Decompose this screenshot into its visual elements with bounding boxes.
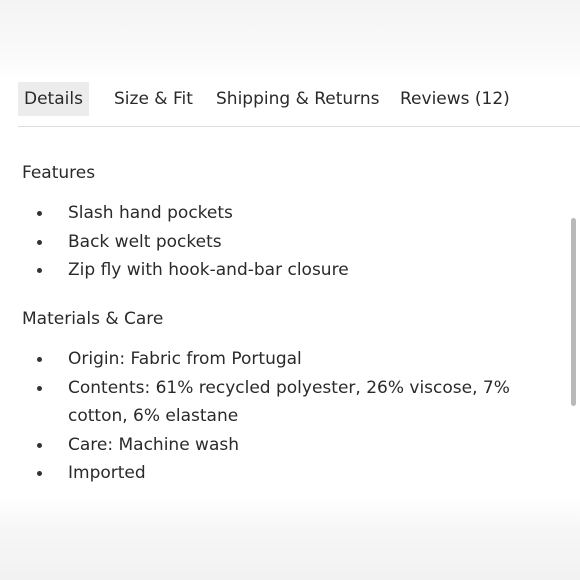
tab-details[interactable]: Details [18, 82, 89, 116]
list-item [0, 431, 568, 460]
materials-care-heading: Materials & Care [22, 309, 164, 329]
bullet-icon [37, 443, 42, 448]
bullet-icon [37, 386, 42, 391]
features-heading: Features [22, 163, 96, 183]
bottom-fade-area [0, 498, 580, 580]
features-list [0, 199, 568, 285]
bullet-icon [37, 211, 42, 216]
list-item [0, 228, 568, 257]
list-item-text: Zip fly with hook-and-bar closure [68, 260, 349, 280]
tab-bar [18, 82, 580, 127]
bullet-icon [37, 268, 42, 273]
bullet-icon [37, 240, 42, 245]
bullet-icon [37, 357, 42, 362]
list-item [0, 199, 568, 228]
list-item-text: Contents: 61% recycled polyester, 26% viscose, 7% cotton, 6% elastane [68, 377, 510, 426]
list-item-text: Back welt pockets [68, 231, 222, 252]
tab-reviews[interactable]: Reviews (12) [400, 89, 510, 109]
list-item [0, 256, 568, 285]
list-item [0, 459, 568, 488]
scrollbar-thumb[interactable] [571, 218, 576, 406]
list-item-text: Origin: Fabric from Portugal [68, 349, 302, 369]
materials-list [0, 345, 568, 488]
list-item [0, 345, 568, 374]
tab-shipping-returns[interactable]: Shipping & Returns [216, 89, 380, 109]
list-item-text: Imported [68, 463, 146, 483]
tab-size-fit[interactable]: Size & Fit [114, 89, 193, 109]
bullet-icon [37, 471, 42, 476]
top-fade-area [0, 0, 580, 80]
list-item-text: Care: Machine wash [68, 434, 240, 455]
list-item-text: Slash hand pockets [68, 203, 233, 223]
list-item [0, 374, 568, 431]
